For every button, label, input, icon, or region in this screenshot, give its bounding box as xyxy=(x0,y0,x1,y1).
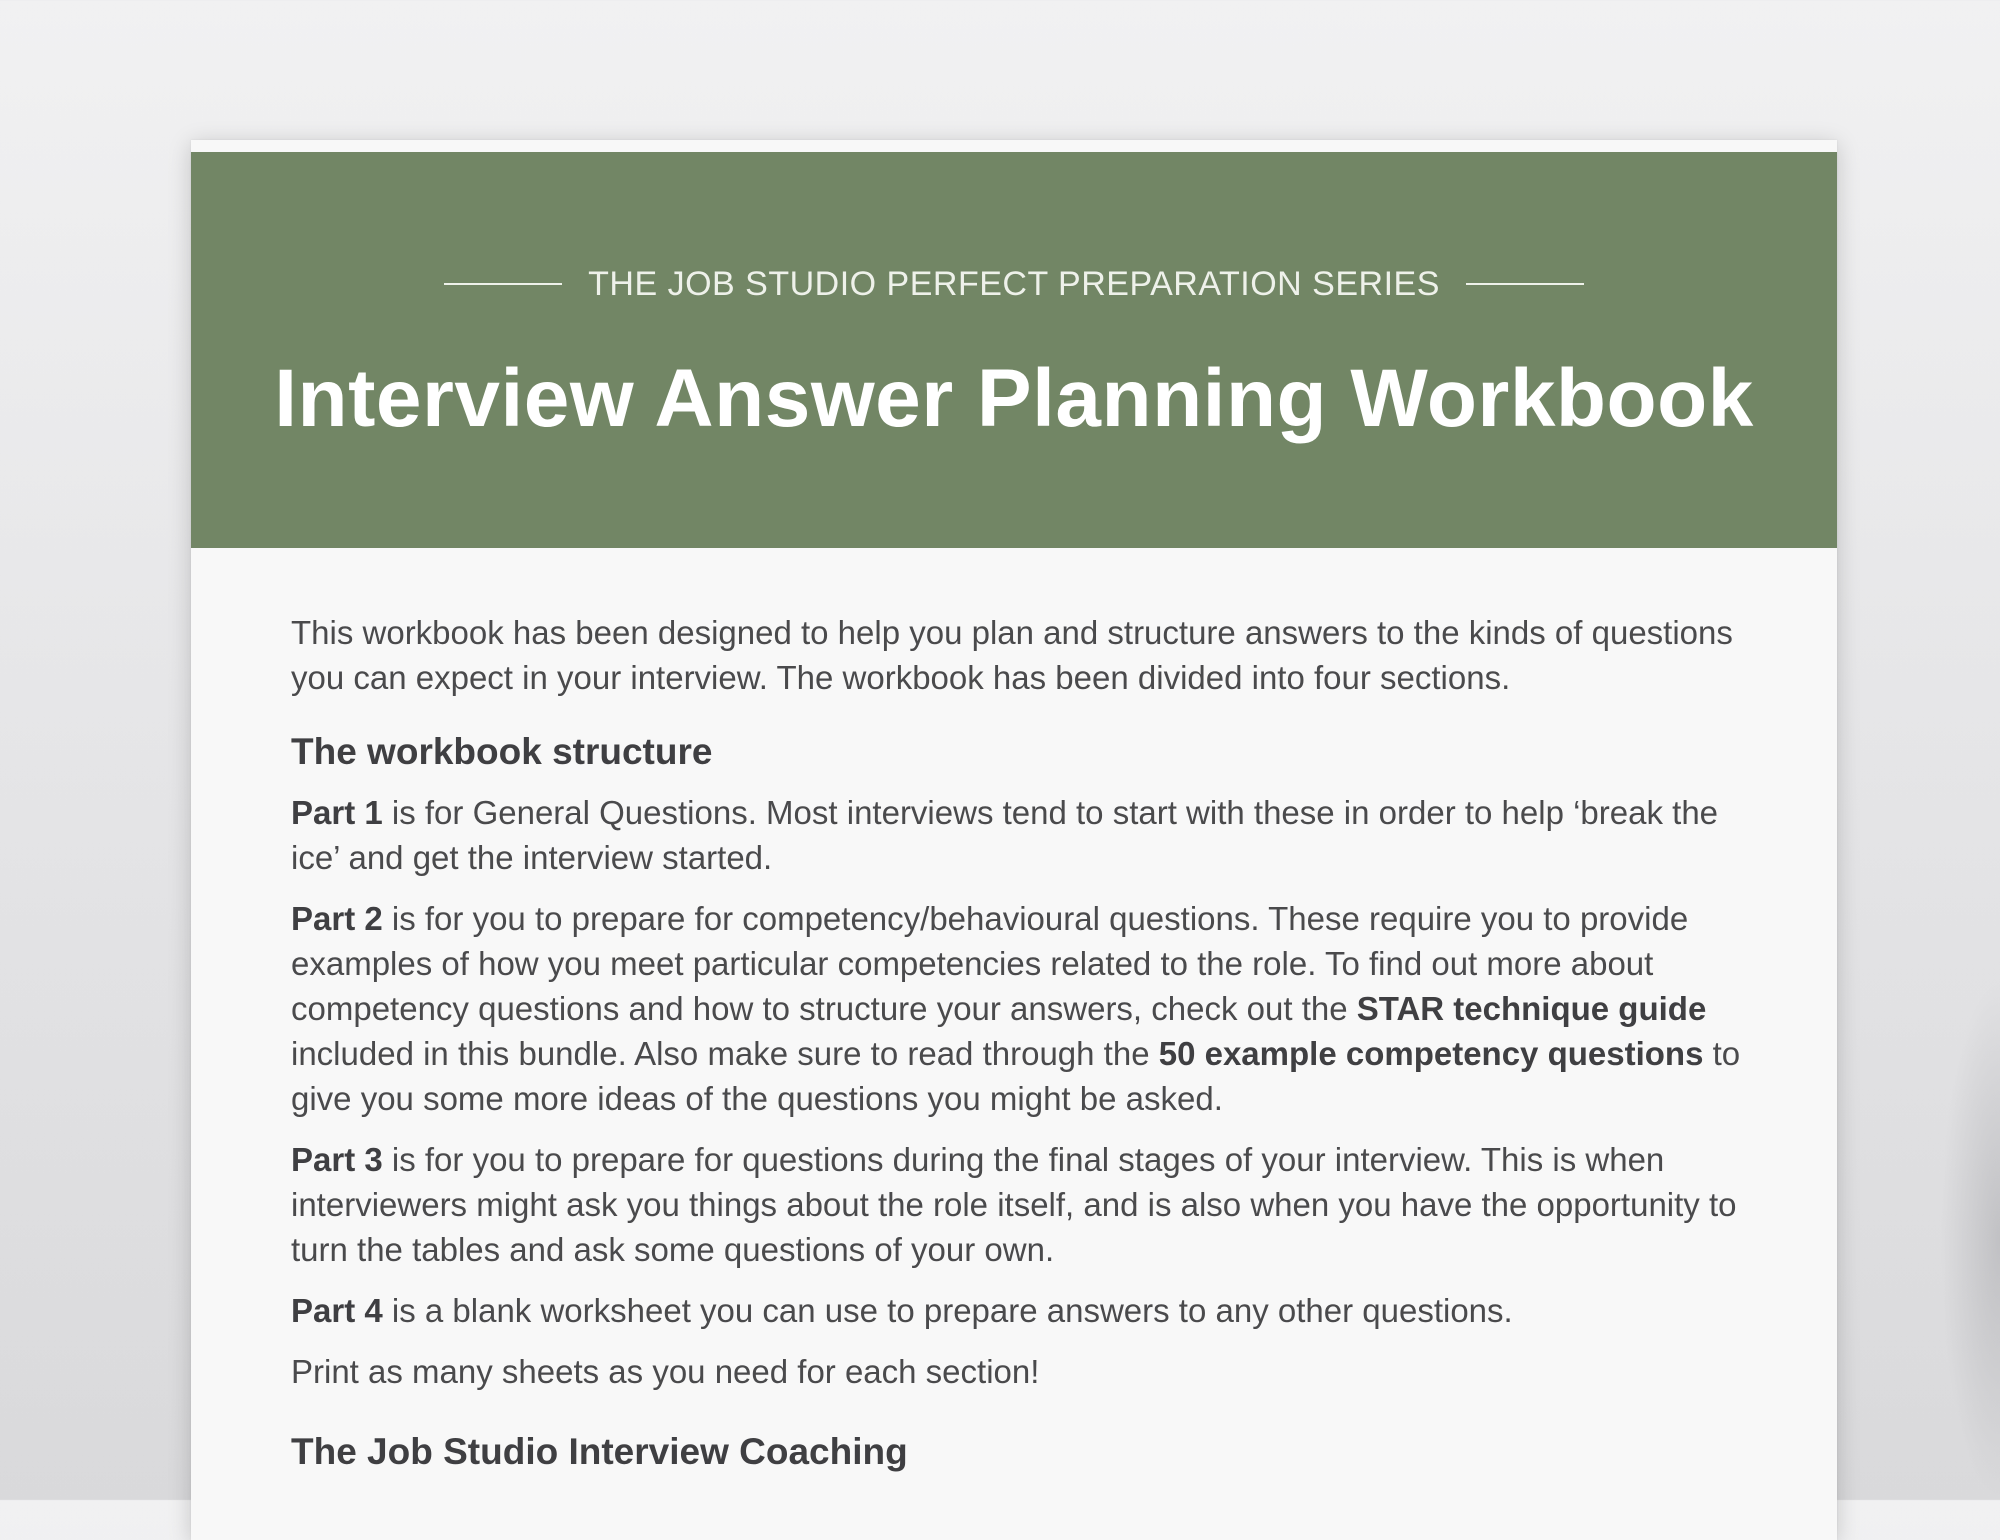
structure-heading: The workbook structure xyxy=(291,731,713,772)
part-4-paragraph xyxy=(291,1288,1771,1333)
document-page xyxy=(191,140,1837,1540)
series-label: THE JOB STUDIO PERFECT PREPARATION SERIES xyxy=(588,264,1440,303)
title-banner xyxy=(191,152,1837,548)
series-rule-left xyxy=(444,283,562,285)
part-4-label: Part 4 xyxy=(291,1292,383,1329)
part-2-label: Part 2 xyxy=(291,900,383,937)
series-row xyxy=(191,254,1837,314)
part-2-text-2: included in this bundle. Also make sure to read through the xyxy=(291,1035,1159,1072)
coaching-heading: The Job Studio Interview Coaching xyxy=(291,1431,908,1472)
part-1-text: is for General Questions. Most interviews tend to start with these in order to help ‘break the ice’ and get the interview started. xyxy=(291,794,1719,876)
part-3-text: is for you to prepare for questions during the final stages of your interview. This is when interviewers might ask you things about the role itself, and is also when you have the opportunity to turn the tables and ask some questions of your own. xyxy=(291,1141,1737,1268)
part-3-label: Part 3 xyxy=(291,1141,383,1178)
series-rule-right xyxy=(1466,283,1584,285)
part-1-paragraph xyxy=(291,790,1771,880)
part-4-text: is a blank worksheet you can use to prepare answers to any other questions. xyxy=(382,1292,1513,1329)
part-2-text-3: to give you some more ideas of the questions you might be asked. xyxy=(291,1035,1741,1117)
part-2-text-1: is for you to prepare for competency/behavioural questions. These require you to provide examples of how you meet particular competencies related to the role. To find out more about competency questions and how to structure your answers, check out the xyxy=(291,900,1689,1027)
part-3-paragraph xyxy=(291,1137,1771,1272)
star-guide-reference: STAR technique guide xyxy=(1356,990,1707,1027)
background-shadow xyxy=(1940,980,2000,1500)
example-questions-reference: 50 example competency questions xyxy=(1158,1035,1704,1072)
page-title: Interview Answer Planning Workbook xyxy=(274,353,1754,444)
print-note: Print as many sheets as you need for each section! xyxy=(291,1353,1040,1390)
part-2-paragraph xyxy=(291,896,1771,1121)
document-body xyxy=(291,610,1771,1490)
intro-paragraph: This workbook has been designed to help you plan and structure answers to the kinds of questions you can expect in your interview. The workbook has been divided into four sections. xyxy=(291,614,1733,696)
part-1-label: Part 1 xyxy=(291,794,383,831)
